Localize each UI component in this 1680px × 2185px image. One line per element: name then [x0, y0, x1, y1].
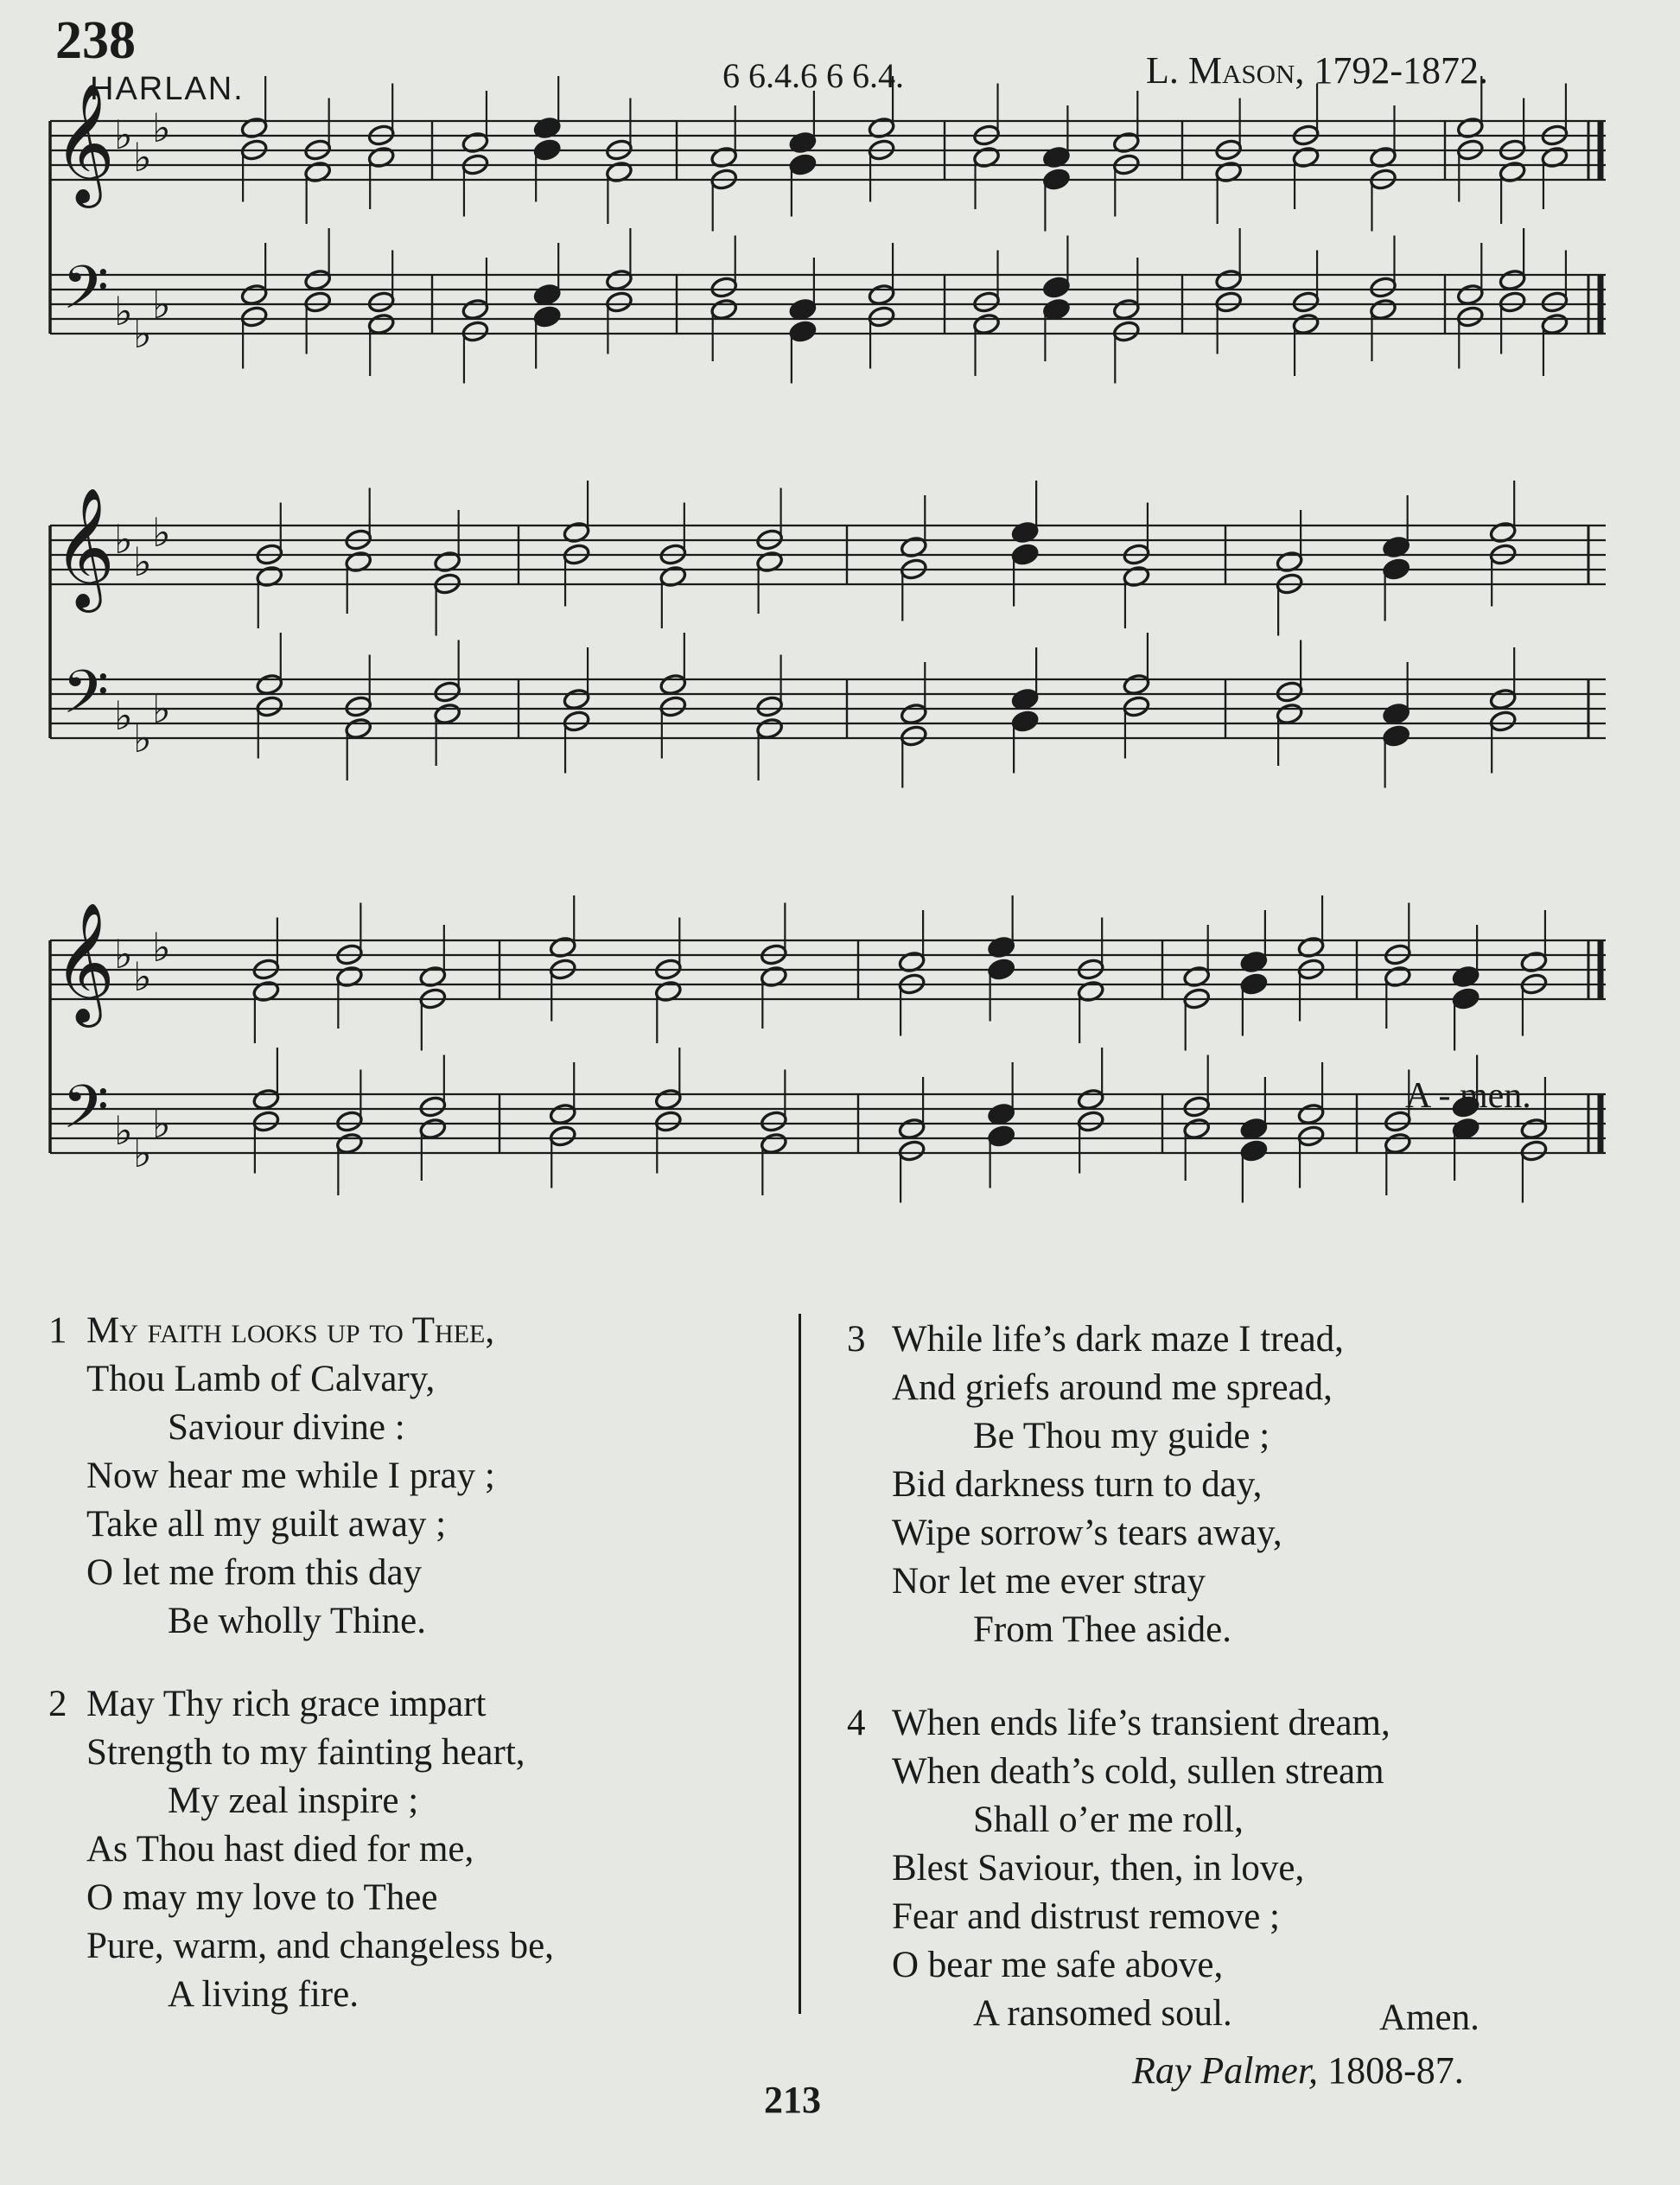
note-head	[1077, 1110, 1105, 1133]
note-head	[605, 269, 633, 292]
note-head	[563, 688, 591, 711]
note-head	[1240, 1139, 1269, 1163]
note-head	[987, 1124, 1015, 1148]
note-head	[240, 305, 269, 328]
stanza-line: May Thy rich grace impart	[86, 1684, 487, 1724]
stanza-line: O let me from this day	[86, 1552, 423, 1593]
note-head	[1520, 1118, 1549, 1141]
note-head	[1042, 276, 1071, 299]
flat-sign: ♭	[152, 685, 171, 732]
bass-clef-icon: 𝄢	[62, 657, 110, 742]
note-head	[972, 290, 1001, 314]
flat-sign: ♭	[133, 538, 152, 585]
note-head	[303, 290, 332, 314]
stanza-line: Strength to my fainting heart,	[86, 1732, 525, 1773]
stanza-line: Nor let me ever stray	[892, 1561, 1206, 1602]
note-head	[335, 1110, 364, 1133]
stanza-line: O bear me safe above,	[892, 1945, 1224, 1985]
note-head	[659, 673, 688, 697]
note-head	[605, 290, 633, 314]
stanza-line: Take all my guilt away ;	[86, 1504, 447, 1545]
treble-clef-icon: 𝄞	[54, 902, 115, 1022]
note-head	[240, 283, 269, 307]
note-head	[1240, 1118, 1269, 1141]
note-head	[1297, 1103, 1326, 1126]
note-head	[1042, 168, 1071, 191]
note-head	[419, 1095, 448, 1118]
note-head	[549, 1103, 577, 1126]
note-head	[900, 703, 928, 726]
note-head	[335, 1132, 364, 1156]
note-head	[710, 276, 738, 299]
stanza-line: Blest Saviour, then, in love,	[892, 1848, 1305, 1889]
note-head	[1541, 313, 1569, 336]
note-head	[654, 1088, 683, 1112]
stanza-number: 1	[48, 1310, 67, 1351]
note-head	[533, 138, 562, 162]
note-head	[898, 1139, 926, 1163]
note-head	[252, 1110, 281, 1133]
stanza-number: 4	[847, 1703, 866, 1743]
note-head	[1452, 987, 1480, 1010]
note-head	[868, 305, 896, 328]
note-head	[1011, 543, 1040, 566]
note-head	[1489, 710, 1518, 733]
column-divider	[799, 1314, 801, 2014]
note-head	[1214, 269, 1243, 292]
amen-label: A - men.	[1405, 1076, 1531, 1116]
note-head	[256, 695, 284, 718]
flat-sign: ♭	[152, 105, 171, 151]
meter: 6 6.4.6 6 6.4.	[722, 56, 904, 95]
note-head	[1369, 298, 1397, 322]
hymn-number: 238	[55, 11, 136, 70]
note-head	[1123, 673, 1151, 697]
note-head	[1042, 298, 1071, 322]
stanza-line: And griefs around me spread,	[892, 1367, 1333, 1408]
stanza-line: O may my love to Thee	[86, 1877, 438, 1918]
note-head	[252, 1088, 281, 1112]
note-head	[1452, 1118, 1480, 1141]
flat-sign: ♭	[114, 931, 133, 978]
note-head	[710, 298, 738, 322]
note-head	[303, 269, 332, 292]
note-head	[367, 290, 396, 314]
flat-sign: ♭	[114, 111, 133, 158]
note-head	[533, 283, 562, 307]
note-head	[789, 298, 818, 322]
stanza-line: From Thee aside.	[973, 1609, 1231, 1650]
stanza-line: When death’s cold, sullen stream	[892, 1751, 1384, 1792]
note-head	[419, 1118, 448, 1141]
note-head	[1182, 1095, 1211, 1118]
note-head	[549, 1124, 577, 1148]
note-head	[461, 320, 490, 343]
note-head	[1182, 1118, 1211, 1141]
treble-clef-icon: 𝄞	[54, 83, 115, 203]
flat-sign: ♭	[133, 715, 152, 761]
note-head	[900, 724, 928, 748]
note-head	[1541, 290, 1569, 314]
note-head	[1292, 290, 1320, 314]
author-credit: Ray Palmer, 1808-87.	[1132, 2049, 1464, 2092]
note-head	[1112, 298, 1141, 322]
flat-sign: ♭	[114, 692, 133, 739]
note-head	[1292, 313, 1320, 336]
note-head	[256, 673, 284, 697]
note-head	[1077, 1088, 1105, 1112]
stanza-line: Thou Lamb of Calvary,	[86, 1359, 436, 1399]
note-head	[1520, 1139, 1549, 1163]
note-head	[1276, 703, 1304, 726]
flat-sign: ♭	[114, 516, 133, 563]
note-head	[344, 695, 372, 718]
stanza-line: Be wholly Thine.	[168, 1601, 426, 1641]
note-head	[1456, 283, 1485, 307]
note-head	[760, 1110, 788, 1133]
tune-name: HARLAN.	[90, 71, 245, 107]
note-head	[1382, 703, 1410, 726]
note-head	[987, 1103, 1015, 1126]
page-number: 213	[764, 2079, 821, 2121]
note-head	[433, 703, 461, 726]
stanza-line: Saviour divine :	[168, 1407, 405, 1448]
stanza-number: 2	[48, 1684, 67, 1724]
note-head	[563, 710, 591, 733]
stanza-number: 3	[847, 1319, 866, 1360]
note-head	[789, 153, 818, 176]
flat-sign: ♭	[152, 509, 171, 556]
closing-amen: Amen.	[1379, 1997, 1480, 2038]
flat-sign: ♭	[152, 924, 171, 971]
note-head	[344, 717, 372, 741]
treble-clef-icon: 𝄞	[54, 487, 115, 608]
composer: L. Mason, 1792-1872.	[1146, 49, 1489, 92]
note-head	[367, 313, 396, 336]
note-head	[987, 958, 1015, 981]
flat-sign: ♭	[133, 134, 152, 181]
flat-sign: ♭	[152, 281, 171, 328]
note-head	[1112, 320, 1141, 343]
note-head	[1276, 680, 1304, 704]
note-head	[1011, 688, 1040, 711]
note-head	[898, 1118, 926, 1141]
flat-sign: ♭	[133, 1130, 152, 1176]
note-head	[1214, 290, 1243, 314]
stanza-line: Wipe sorrow’s tears away,	[892, 1513, 1282, 1553]
note-head	[1123, 695, 1151, 718]
note-head	[461, 298, 490, 322]
note-head	[1382, 557, 1410, 581]
stanza-line: When ends life’s transient dream,	[892, 1703, 1390, 1743]
flat-sign: ♭	[152, 1100, 171, 1147]
note-head	[1011, 710, 1040, 733]
note-head	[1489, 688, 1518, 711]
note-head	[972, 313, 1001, 336]
stanza-line: Now hear me while I pray ;	[86, 1456, 495, 1496]
flat-sign: ♭	[114, 1107, 133, 1154]
bass-clef-icon: 𝄢	[62, 252, 110, 337]
note-head	[1369, 276, 1397, 299]
stanza-line: Shall o’er me roll,	[973, 1800, 1244, 1840]
stanza-line: A living fire.	[168, 1974, 359, 2015]
note-head	[789, 320, 818, 343]
note-head	[1499, 290, 1527, 314]
note-head	[659, 695, 688, 718]
stanza-line: Bid darkness turn to day,	[892, 1464, 1263, 1505]
note-head	[1240, 972, 1269, 996]
note-head	[1499, 269, 1527, 292]
note-head	[1384, 1132, 1412, 1156]
flat-sign: ♭	[133, 310, 152, 357]
stanza-line: While life’s dark maze I tread,	[892, 1319, 1344, 1360]
stanza-line: My faith looks up to Thee,	[86, 1310, 495, 1351]
stanza-line: Pure, warm, and changeless be,	[86, 1926, 554, 1966]
stanza-line: A ransomed soul.	[973, 1993, 1232, 2034]
stanza-line: My zeal inspire ;	[168, 1780, 419, 1821]
note-head	[433, 680, 461, 704]
note-head	[1297, 1124, 1326, 1148]
stanza-line: As Thou hast died for me,	[86, 1829, 474, 1870]
note-head	[760, 1132, 788, 1156]
flat-sign: ♭	[133, 953, 152, 1000]
bass-clef-icon: 𝄢	[62, 1072, 110, 1156]
note-head	[1456, 305, 1485, 328]
note-head	[755, 717, 784, 741]
note-head	[654, 1110, 683, 1133]
note-head	[1382, 724, 1410, 748]
stanza-line: Fear and distrust remove ;	[892, 1896, 1281, 1937]
stanza-line: Be Thou my guide ;	[973, 1416, 1270, 1456]
note-head	[755, 695, 784, 718]
note-head	[868, 283, 896, 307]
note-head	[533, 305, 562, 328]
flat-sign: ♭	[114, 288, 133, 334]
